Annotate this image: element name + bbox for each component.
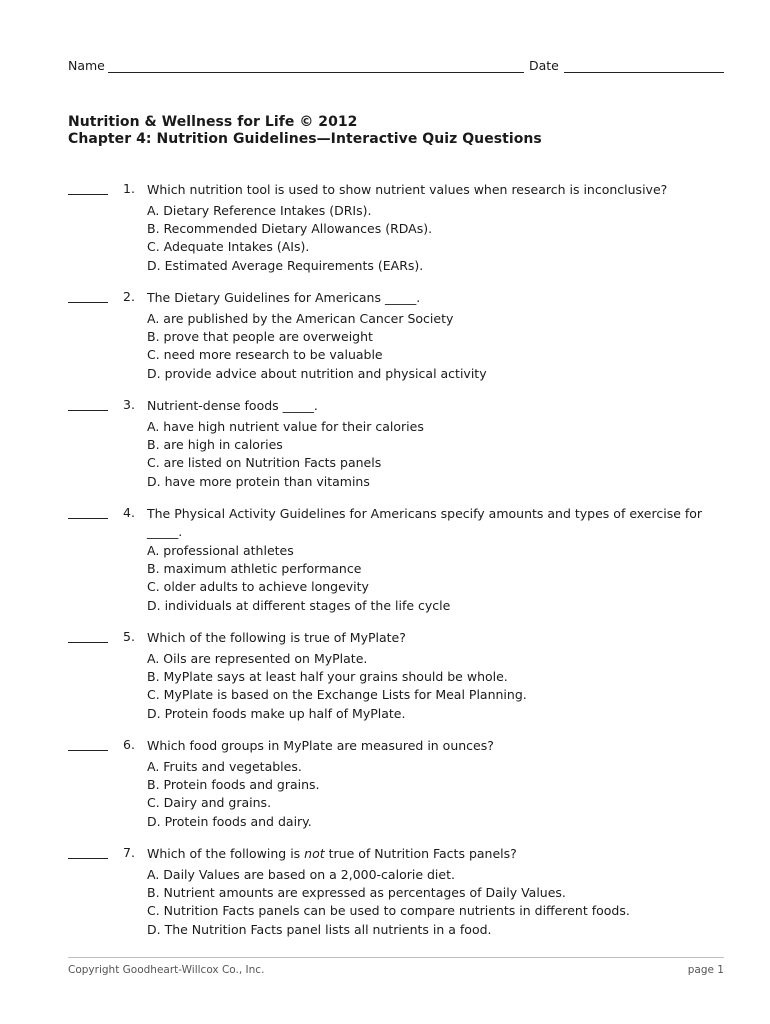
choice-a: A. are published by the American Cancer Society <box>147 311 454 326</box>
date-field-line[interactable] <box>564 72 724 73</box>
answer-choices <box>147 542 450 615</box>
question-number: 7. <box>123 845 135 860</box>
question-number: 2. <box>123 289 135 304</box>
choice-b: B. Recommended Dietary Allowances (RDAs). <box>147 221 433 237</box>
chapter-title: Chapter 4: Nutrition Guidelines—Interactive Quiz Questions <box>68 131 542 147</box>
footer-divider <box>68 957 724 958</box>
answer-blank[interactable] <box>68 642 108 643</box>
footer-copyright: Copyright Goodheart-Willcox Co., Inc. <box>68 964 265 976</box>
date-label: Date <box>529 58 559 73</box>
choice-a: A. Oils are represented on MyPlate. <box>147 651 368 666</box>
choice-d: D. provide advice about nutrition and physical activity <box>147 365 487 381</box>
question-text-emphasis: not <box>304 846 325 861</box>
choice-a: A. Daily Values are based on a 2,000-calorie diet. <box>147 867 455 882</box>
answer-blank[interactable] <box>68 858 108 859</box>
answer-blank[interactable] <box>68 518 108 519</box>
question-number: 1. <box>123 181 135 196</box>
answer-choices <box>147 758 320 831</box>
choice-c: C. are listed on Nutrition Facts panels <box>147 455 382 471</box>
choice-b: B. prove that people are overweight <box>147 329 373 345</box>
choice-d: D. Protein foods make up half of MyPlate. <box>147 705 406 721</box>
answer-blank[interactable] <box>68 194 108 195</box>
choice-b: B. Nutrient amounts are expressed as percentages of Daily Values. <box>147 885 566 901</box>
choice-a: A. Fruits and vegetables. <box>147 759 302 774</box>
question-number: 4. <box>123 505 135 520</box>
question-text-before: Which of the following is <box>147 846 305 861</box>
question-text: Which nutrition tool is used to show nutrient values when research is inconclusive? <box>147 182 668 197</box>
answer-blank[interactable] <box>68 750 108 751</box>
answer-choices <box>147 650 527 723</box>
question-text: Which of the following is true of MyPlate? <box>147 630 406 645</box>
question-number: 3. <box>123 397 135 412</box>
question-text <box>147 845 727 863</box>
choice-d: D. Protein foods and dairy. <box>147 813 312 829</box>
choice-c: C. older adults to achieve longevity <box>147 579 369 595</box>
name-label: Name <box>68 58 105 73</box>
question-text: Nutrient-dense foods _____. <box>147 398 318 413</box>
choice-a: A. professional athletes <box>147 543 294 558</box>
choice-c: C. Adequate Intakes (AIs). <box>147 239 310 255</box>
choice-d: D. Estimated Average Requirements (EARs). <box>147 257 424 273</box>
footer-page-number: page 1 <box>687 964 724 976</box>
question-text-after: true of Nutrition Facts panels? <box>324 846 517 861</box>
choice-d: D. The Nutrition Facts panel lists all nutrients in a food. <box>147 921 492 937</box>
answer-choices <box>147 310 487 383</box>
choice-b: B. Protein foods and grains. <box>147 777 320 793</box>
name-date-header <box>68 58 724 76</box>
answer-blank[interactable] <box>68 302 108 303</box>
choice-d: D. individuals at different stages of the life cycle <box>147 597 451 613</box>
choice-a: A. have high nutrient value for their calories <box>147 419 424 434</box>
choice-b: B. are high in calories <box>147 437 283 453</box>
answer-blank[interactable] <box>68 410 108 411</box>
choice-b: B. maximum athletic performance <box>147 561 362 577</box>
question-text: The Physical Activity Guidelines for Americans specify amounts and types of exercise for _____. <box>147 506 703 539</box>
choice-b: B. MyPlate says at least half your grains should be whole. <box>147 669 508 685</box>
question-text: The Dietary Guidelines for Americans _____. <box>147 290 421 305</box>
choice-c: C. MyPlate is based on the Exchange Lists for Meal Planning. <box>147 687 527 703</box>
answer-choices <box>147 202 432 275</box>
question-number: 6. <box>123 737 135 752</box>
choice-c: C. need more research to be valuable <box>147 347 383 363</box>
answer-choices <box>147 418 424 491</box>
choice-a: A. Dietary Reference Intakes (DRIs). <box>147 203 372 218</box>
name-field-line[interactable] <box>108 72 524 73</box>
choice-c: C. Dairy and grains. <box>147 795 272 811</box>
choice-d: D. have more protein than vitamins <box>147 473 370 489</box>
question-number: 5. <box>123 629 135 644</box>
document-title: Nutrition & Wellness for Life © 2012 <box>68 114 358 130</box>
answer-choices <box>147 866 630 939</box>
question-text: Which food groups in MyPlate are measured in ounces? <box>147 738 494 753</box>
choice-c: C. Nutrition Facts panels can be used to compare nutrients in different foods. <box>147 903 630 919</box>
